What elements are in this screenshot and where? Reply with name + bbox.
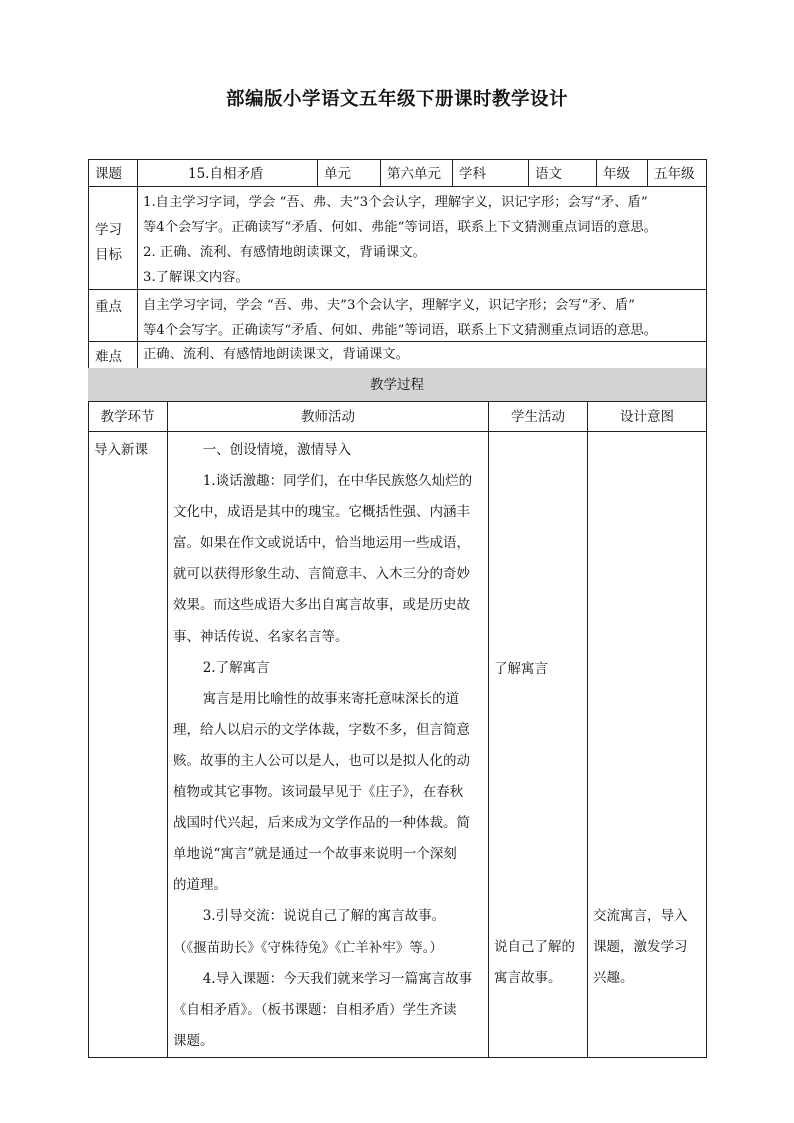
teacher-line: 文化中，成语是其中的瑰宝。它概括性强、内涵丰 (173, 504, 470, 521)
teacher-line: 效果。而这些成语大多出自寓言故事，或是历史故 (173, 597, 470, 614)
teacher-line: 一、创设情境，激情导入 (202, 442, 352, 458)
teacher-line: 寓言是用比喻性的故事来寄托意味深长的道 (202, 690, 460, 707)
teacher-line: 《自相矛盾》。（板书课题：自相矛盾）学生齐读 (173, 1001, 457, 1018)
teacher-line: 赅。故事的主人公可以是人，也可以是拟人化的动 (173, 752, 470, 769)
teacher-line: 事、神话传说、名家名言等。 (173, 628, 349, 645)
teacher-line: 就可以获得形象生动、言简意丰、入木三分的奇妙 (173, 566, 470, 583)
subject-label: 学科 (459, 166, 486, 182)
teacher-line: 战国时代兴起，后来成为文学作品的一种体裁。简 (173, 815, 470, 832)
col-teacher-header: 教师活动 (301, 409, 355, 425)
teacher-line: （《揠苗助长》《守株待兔》《亡羊补牢》等。） (173, 939, 443, 956)
teacher-line: 2.了解寓言 (202, 659, 270, 676)
teacher-line: 理，给人以启示的文学体裁，字数不多，但言简意 (173, 721, 470, 738)
col-student-header: 学生活动 (511, 409, 565, 425)
difficulty-text: 正确、流利、有感情地朗读课文，背诵课文。 (143, 347, 409, 362)
teacher-line: 1.谈话激趣：同学们，在中华民族悠久灿烂的 (202, 473, 473, 490)
lesson-value: 15.自相矛盾 (188, 166, 264, 182)
key-points-label: 重点 (95, 299, 122, 315)
stage-intro: 导入新课 (94, 442, 148, 458)
unit-value: 第六单元 (387, 166, 441, 182)
teacher-line: 的道理。 (173, 877, 227, 894)
teacher-activity (173, 435, 485, 1057)
teacher-line: 课题。 (173, 1032, 214, 1049)
grade-label: 年级 (603, 166, 630, 182)
process-heading: 教学过程 (370, 377, 424, 393)
subject-value: 语文 (535, 166, 562, 182)
teacher-line: 3.引导交流：说说自己了解的寓言故事。 (202, 908, 446, 925)
col-intent-header: 设计意图 (620, 409, 674, 425)
goals-label: 学习 目标 (95, 222, 122, 263)
unit-label: 单元 (324, 166, 351, 182)
teacher-line: 富。如果在作文或说话中，恰当地运用一些成语， (173, 535, 470, 552)
teacher-line: 植物或其它事物。该词最早见于《庄子》，在春秋 (173, 784, 464, 801)
design-intent: 交流寓言，导入 课题，激发学习 兴趣。 (593, 908, 688, 987)
col-stage-header: 教学环节 (100, 409, 155, 425)
student-activity-1: 了解寓言 (494, 661, 548, 677)
key-points-text: 自主学习字词，学会 “吾、弗、夫”3个会认字，理解字义，识记字形；会写“矛、盾” 等4个会写字。正确读写“矛盾、何如、弗能”等词语，联系上下文猜测重点词语的意思。 (143, 298, 658, 338)
lesson-label: 课题 (95, 166, 122, 182)
grade-value: 五年级 (654, 166, 695, 182)
teacher-line: 单地说“寓言”就是通过一个故事来说明一个深刻 (173, 846, 457, 863)
goals-text: 1.自主学习字词，学会 “吾、弗、夫”3个会认字，理解字义，识记字形；会写“矛、盾” 等4个会写字。正确读写“矛盾、何如、弗能”等词语，联系上下文猜测重点词语的意思。 2. 正确、流利、有感情地朗读课文，背诵课文。 3.了解课文内容。 (143, 195, 658, 285)
difficulty-label: 难点 (95, 349, 122, 365)
student-activity-2: 说自己了解的 寓言故事。 (494, 939, 575, 987)
teacher-line: 4.导入课题：今天我们就来学习一篇寓言故事 (202, 970, 473, 987)
document-title: 部编版小学语文五年级下册课时教学设计 (225, 89, 568, 110)
